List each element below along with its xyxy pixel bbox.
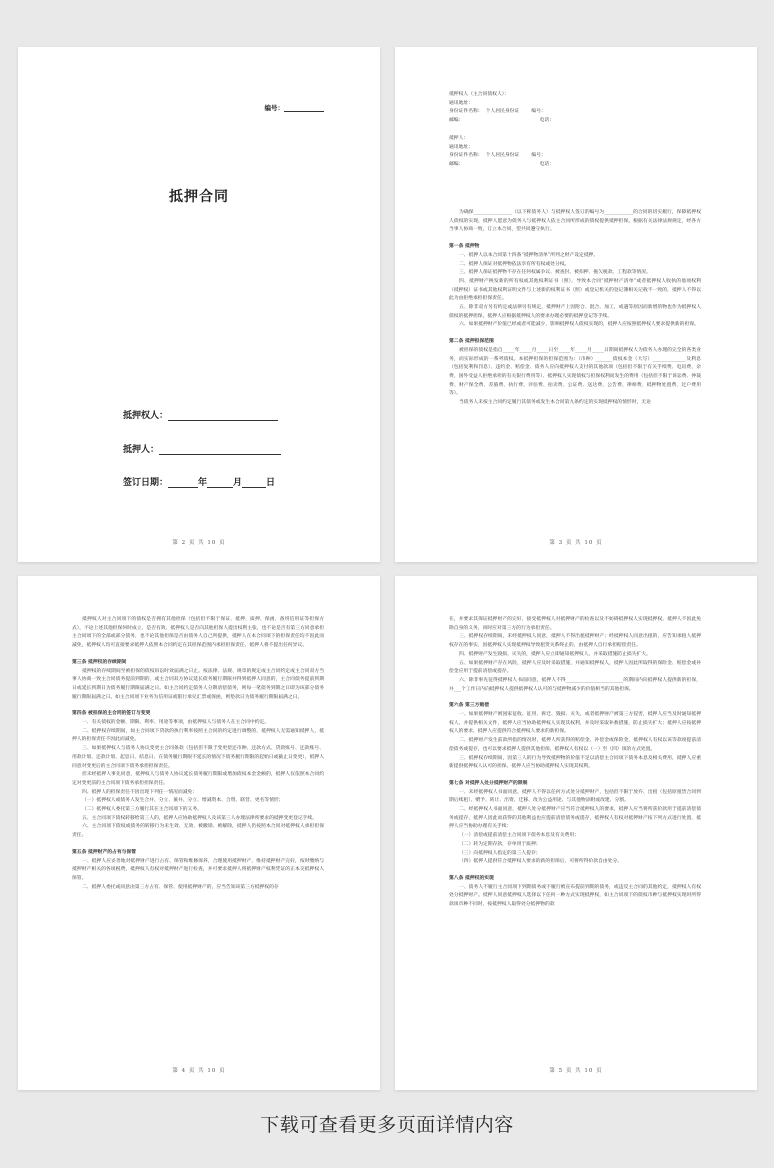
info-line: 邮编： 电话： bbox=[449, 118, 555, 124]
paragraph: 一、抵押人应妥善地对抵押财产进行占有、保管和维修保养，合理使用抵押财产，维持抵押财产完好，按时缴纳与抵押财产相关的各项税费，抵押权人有权对抵押财产进行检查，并可要求抵押人将抵押财产权利凭证的正本交抵押权人保管。 bbox=[72, 858, 324, 881]
info-line: 抵押人： bbox=[449, 135, 469, 141]
day-blank bbox=[242, 478, 266, 488]
mortgagee-signature-line bbox=[123, 408, 278, 421]
paragraph: 二、抵押财产发生前款所指的情况时，抵押人所获得的赔偿金、补偿金或保险金，抵押权人有权以该等款项提前清偿债务或提存，也可以要求抵押人提供其他担保，抵押权人有权以（一）至（四）项的方式处置。 bbox=[449, 738, 701, 752]
section-heading: 第五条 抵押财产的占有与保管 bbox=[72, 848, 137, 855]
paragraph: 二、抵押人保证对抵押物依法享有所有权或处分权。 bbox=[459, 261, 570, 267]
mortgagee-label: 抵押权人： bbox=[123, 411, 169, 421]
info-line: 身份证件名称： 个人居民身份证 编号： bbox=[449, 109, 546, 115]
date-label: 签订日期： bbox=[123, 478, 169, 488]
page-number: 第 3 页 共 10 页 bbox=[549, 540, 603, 546]
paragraph: 一、抵押人以本合同第十四条“抵押物清单”所列之财产设定抵押。 bbox=[459, 252, 599, 258]
contract-title: 抵押合同 bbox=[169, 189, 229, 205]
month-blank bbox=[207, 478, 233, 488]
document-page-5 bbox=[395, 576, 757, 1090]
paragraph: 被担保的债权是指自_____年_____月_____日至_____年_____月_____日期间抵押权人为债务人办理的完全的各类业务，而实际形成的一系列债权。本抵押担保的担保范围为：（币种）_______债权本金（大写）______________及利息（包括复利和罚息）、违约金、赔偿金、债务人应向抵押权人支付的其他款项（包括但不限于有关手续费、电讯费、杂费、国外受益人拒绝承担的有关银行费用等）、抵押权人实现债权与担保权利而发生的费用（包括但不限于诉讼费、仲裁费、财产保全费、差旅费、执行费、评估费、拍卖费、公证费、送达费、公告费、律师费、抵押物处置费、过户费用等）。 bbox=[449, 347, 701, 397]
paragraph: （四）抵押人提供符合抵押权人要求的新的担保后，可将所得价款自由处分。 bbox=[459, 859, 623, 865]
section-heading: 第四条 被担保的主合同的签订与变更 bbox=[72, 710, 151, 717]
mortgagee-blank bbox=[168, 411, 278, 421]
year-label: 年 bbox=[198, 478, 208, 488]
serial-label: 编号： bbox=[264, 104, 284, 112]
paragraph: （一）抵押权人或债务人发生合并、分立、兼并、分立、增减资本、合资、联营、更名等情形； bbox=[82, 798, 284, 804]
day-label: 日 bbox=[266, 478, 276, 488]
document-page-3 bbox=[395, 47, 757, 562]
paragraph: 在，并要求其保证抵押财产的完好，接受抵押权人对抵押财产的检查以及不妨碍抵押权人实现抵押权，抵押人不因此免除自身的义务，同时应对第三方的行为承担责任。 bbox=[449, 617, 701, 631]
paragraph: 三、抵押人保证抵押物不存在任何权属争议、被查封、被扣押、拖欠税款、工程款等情况。 bbox=[459, 270, 651, 276]
mortgagor-signature-line bbox=[123, 442, 281, 455]
document-page-4 bbox=[18, 576, 380, 1090]
paragraph: 四、抵押财产换发新的所有权或其他权利证书（照），导致本合同“抵押财产清单”或者抵押权人收执的他项权利（抵押权）证书或其他权利证明文件与上述新的权利证书（照）或登记机关的登记簿相关记载不一致的，抵押人不得以此为由拒绝承担担保责任。 bbox=[449, 278, 701, 302]
paragraph: 三、如果抵押权人与债务人协议变更主合同条款（包括但不限于变更偿还币种、还款方式、贷款账号、还款账号、用款计划、还款计划、起息日、结息日、在债务履行期限不延长的情况下债务履行期限的起始日或截止日变更），抵押人同意对变更后的主合同项下债务承担担保责任。 bbox=[72, 746, 324, 769]
signing-date-line bbox=[123, 475, 275, 488]
paragraph: 六、如果抵押财产价值已经或者可能减少，影响抵押权人债权实现的，抵押人应按照抵押权人要求提供新的担保。 bbox=[459, 322, 699, 328]
body-text bbox=[72, 616, 324, 892]
paragraph: 四、抵押人的担保责任不因出现下列任一情况而减免： bbox=[82, 789, 198, 795]
section-heading: 第一条 抵押物 bbox=[449, 243, 480, 250]
serial-number-field bbox=[265, 103, 325, 112]
info-line: 抵押权人（主合同债权人）： bbox=[449, 92, 509, 97]
download-more-caption: 下载可查看更多页面详情内容 bbox=[260, 1114, 514, 1136]
paragraph: （二）抵押权人委托第三方履行其在主合同项下的义务。 bbox=[82, 807, 202, 813]
info-line: 邮编： 电话： bbox=[449, 161, 555, 167]
document-page-2 bbox=[18, 47, 380, 562]
page-number: 第 4 页 共 10 页 bbox=[172, 1068, 226, 1074]
month-label: 月 bbox=[233, 478, 243, 488]
paragraph: 抵押权人对主合同项下的债权是否拥有其他担保（包括但不限于保证、抵押、质押、保函、备用信用证等担保方式），不论上述其他担保何时成立、是否有效、抵押权人是否向其他担保人提出权利主张，也不论是否有第三方同意承担主合同项下的全部或部分债务，也不论其他担保是否由债务人自己所提供，抵押人在本合同项下的担保责任均不因此而减免，抵押权人均可直接要求抵押人依照本合同约定在其担保范围内承担担保责任，抵押人将不提出任何异议。 bbox=[72, 617, 324, 649]
paragraph: 一、债务人不履行主合同项下到期债务或不履行被宣布提前到期的债务，或违反主合同的其他约定，抵押权人有权处分抵押财产。抵押人同意抵押权人选择以下任何一种方式实现抵押权，如主合同项下的债权币种与抵押权实现时所得款项币种不同时，按抵押权人取得处分抵押物的款 bbox=[449, 884, 701, 908]
intro-paragraph: 为确保________________（以下称债务人）与抵押权人签订的编号为____________的合同的切实履行，保障抵押权人债权的实现，抵押人愿意为债务人与抵押权人依主合同所形成的债权提供抵押担保。根据有关法律法规规定，经各方当事人协商一致，订立本合同，望共同遵守执行。 bbox=[449, 210, 701, 233]
section-heading: 第六条 第三方赔偿 bbox=[449, 702, 490, 709]
page-number: 第 2 页 共 10 页 bbox=[172, 540, 226, 546]
mortgagor-label: 抵押人： bbox=[123, 445, 160, 455]
paragraph: 三、抵押权存续期间，因第三人的行为导致抵押物的价值不足以清偿主合同项下债务本息及相关费用，抵押人应重新提供抵押权人认可的担保。抵押人应当协助抵押权人实现其权利。 bbox=[449, 755, 701, 770]
section-heading: 第七条 对抵押人处分抵押财产的限制 bbox=[449, 779, 528, 786]
paragraph: 一、未经抵押权人书面同意，抵押人不得以任何方式处分抵押财产，包括但不限于放弃、出租（包括原租赁合同到期后续租）、赠予、转让、出资、迁移、改为公益用途、与其他物添附或改建、分割。 bbox=[449, 789, 701, 804]
paragraph: 三、抵押权存续期间，未经抵押权人同意，抵押人不得出租抵押财产；经抵押权人同意出租的，应告知承租人抵押权存在的事实，因抵押权人实现抵押权导致租赁关系终止的，由抵押人自行承担赔偿责任。 bbox=[449, 634, 701, 649]
info-line: 通讯地址： bbox=[449, 100, 473, 106]
paragraph: 二、抵押人委托或同意由第三方占有、保管、使用抵押财产的，应当告知该第三方抵押权的存 bbox=[82, 884, 279, 890]
paragraph: 二、抵押权存续期间，如主合同项下贷款的执行利率按照主合同的约定进行调整的，抵押权人无需通知抵押人，抵押人的担保责任不因此而减免。 bbox=[72, 728, 324, 743]
paragraph: 抵押权的存续期间至被担保的债权诉讼时效届满之日止。按法律、法规、规章的规定或主合同约定或主合同双方当事人协商一致主合同债务提前到期的，或主合同双方协议延长债务履行期限并得到抵押人同意的，主合同债务提前到期日或延长到期日为债务履行期限届满之日。如主合同约定债务人分期清偿债务，则每一笔债务到期之日即为该部分债务履行期限届满之日。如主合同项下业务为信用证或银行承兑汇票或保函，则垫款日为债务履行期限届满之日。 bbox=[72, 668, 324, 700]
info-line: 身份证件名称： 个人居民身份证 编号： bbox=[449, 153, 546, 159]
page-number: 第 5 页 共 10 页 bbox=[549, 1068, 603, 1074]
paragraph: 六、主合同项下债权或债务的转移行为未生效、无效、被撤销、被解除，抵押人仍按照本合同对抵押权人承担担保责任。 bbox=[72, 824, 324, 839]
paragraph: 六、除非事先征得抵押权人书面同意，抵押人不得________________________的期间内向抵押权人提供新的担保，并___个工作日内向抵押权人提供抵押权人认可的与抵押物减少的价值相当的其他担保。 bbox=[449, 677, 701, 692]
body-text bbox=[449, 616, 701, 910]
paragraph: 当债务人未按主合同约定履行其债务或发生本合同第九条约定的实现抵押权的情形时，无论 bbox=[459, 400, 651, 406]
paragraph: 二、经抵押权人书面同意，抵押人处分抵押财产应当符合抵押权人的要求，抵押人应当将所获价款用于提前清偿债务或提存，抵押人因此而获得的其他利益也应提前清偿债务或提存，抵押权人有权对抵押财产按下列方式进行处置，抵押人应当协助办理有关手续： bbox=[449, 807, 701, 830]
paragraph: 五、主合同项下债权转移给第三人的，抵押人应协助抵押权人及该第三人办理法律所要求的抵押变更登记手续。 bbox=[82, 815, 318, 821]
section-heading: 第八条 抵押权的实现 bbox=[449, 874, 494, 881]
paragraph: 四、抵押财产发生毁损、灭失的，抵押人应立即通知抵押权人，并采取措施防止损失扩大。 bbox=[459, 651, 651, 657]
paragraph: 五、除非双方另有约定或法律另有规定，抵押财产上因附合、混合、加工，或遇等原因而新增的物也作为抵押权人债权的抵押担保，抵押人应根据抵押权人的要求办理必要的抵押登记等手续。 bbox=[449, 305, 701, 319]
paragraph: 五、如果抵押财产存在风险，抵押人应及时采取措施，并通知抵押权人，抵押人因此所取得的保险金、赔偿金或补偿金应用于提前清偿或提存。 bbox=[449, 660, 701, 675]
paragraph: （二）转为定期存款，存单用于质押； bbox=[459, 841, 541, 847]
paragraph: （三）向抵押权人指定的第三人提存； bbox=[459, 850, 541, 856]
body-text bbox=[449, 209, 701, 408]
section-heading: 第二条 抵押担保范围 bbox=[449, 338, 494, 345]
serial-blank bbox=[284, 104, 324, 112]
info-line: 通讯地址： bbox=[449, 144, 473, 150]
mortgagor-blank bbox=[159, 445, 281, 455]
section-heading: 第三条 抵押权的存续期间 bbox=[72, 658, 127, 665]
paragraph: 一、有关债权的金额、期限、利率、用途等事项，由抵押权人与债务人在主合同中约定。 bbox=[82, 720, 270, 726]
paragraph: 一、如果抵押财产被国家征收、征用、拆迁、毁损、灭失，或者抵押财产被第三方侵害，抵押人应当及时通知抵押权人，并提供相关文件，抵押人应当协助抵押权人实现其权利，并及时采取补救措施，防止损失扩大；抵押人应按抵押权人的要求，抵押人应提供符合抵押权人要求的新担保。 bbox=[449, 712, 701, 735]
year-blank bbox=[168, 478, 198, 488]
paragraph: （一）清偿或提前清偿主合同项下债务本息及有关费用； bbox=[459, 833, 579, 839]
party-info-block bbox=[449, 91, 701, 170]
paragraph: 但未经抵押人事先同意，抵押权人与债务人协议延长债务履行期限或增加债权本金金额的，抵押人仅依照本合同约定对变更前的主合同项下债务承担担保责任。 bbox=[72, 772, 324, 786]
